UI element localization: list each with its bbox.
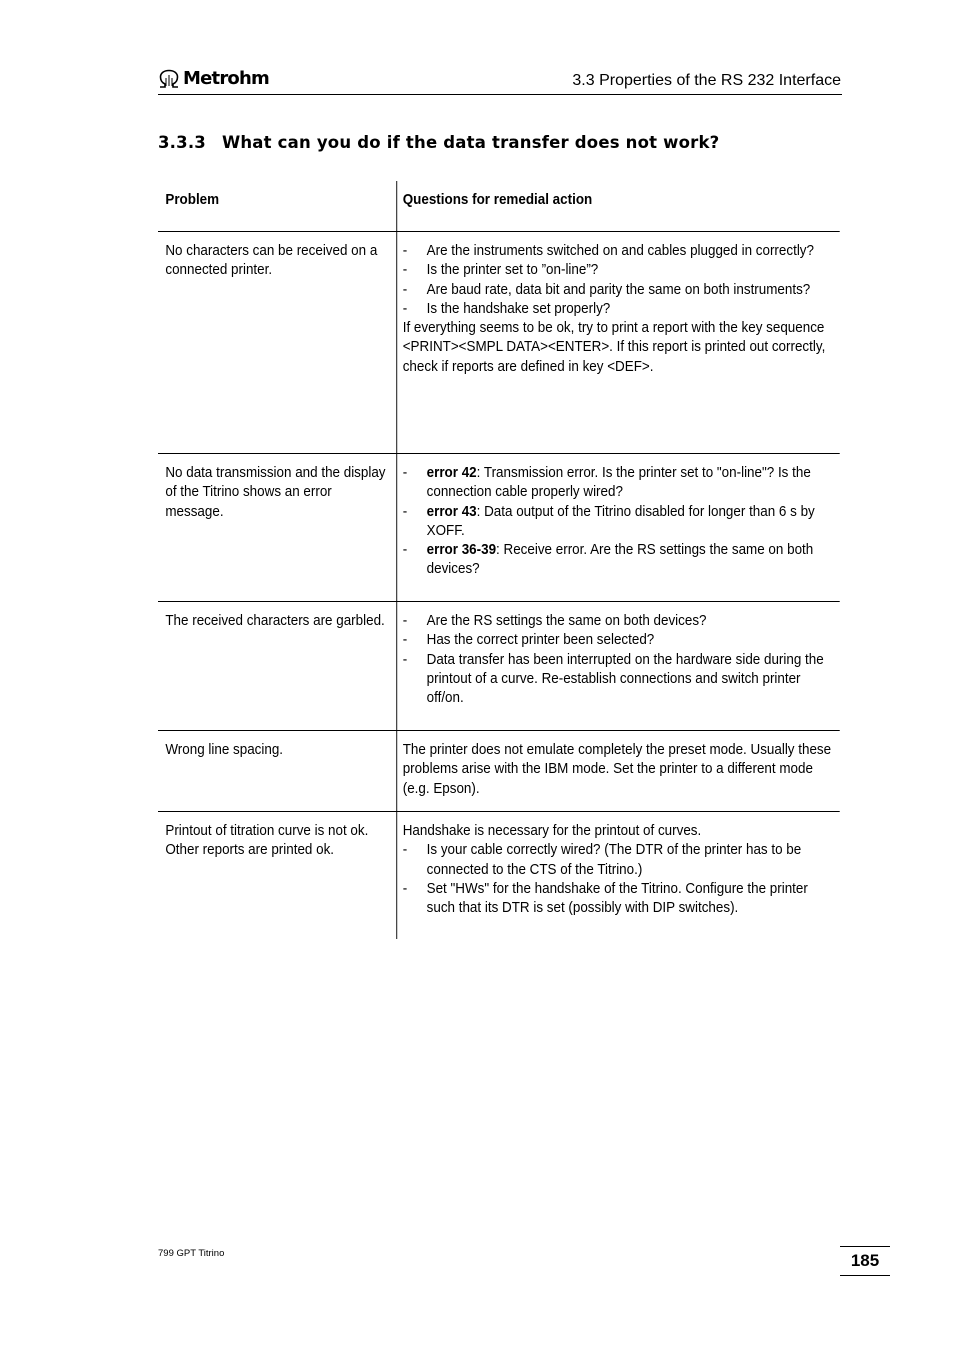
omega-icon	[158, 69, 180, 89]
remedy-note: If everything seems to be ok, try to print a report with the key sequence <PRINT><SMPL DATA><ENTER>. If this report is printed out correctly, check if reports are defined in key <DEF>.	[402, 320, 826, 375]
section-number: 3.3.3	[158, 133, 206, 152]
answer-cell	[396, 232, 839, 453]
list-item: - Are the RS settings the same on both devices?	[402, 613, 707, 629]
error-item: - error 43: Data output of the Titrino disabled for longer than 6 s by XOFF.	[402, 503, 815, 539]
footer-product: 799 GPT Titrino	[158, 1248, 225, 1259]
table-row	[158, 454, 840, 602]
problem-cell: No characters can be received on a connected printer.	[165, 243, 378, 279]
answer-cell	[396, 812, 839, 939]
table-row	[158, 731, 840, 812]
list-item: - Has the correct printer been selected?	[402, 632, 655, 649]
list-item: - Are the instruments switched on and cables plugged in correctly?	[402, 243, 814, 259]
problem-cell: Printout of titration curve is not ok. Other reports are printed ok.	[165, 823, 369, 859]
answer-cell: The printer does not emulate completely the preset mode. Usually these problems arise with the IBM mode. Set the printer to a different mode (e.g. Epson).	[396, 731, 839, 811]
section-title: What can you do if the data transfer does not work?	[221, 133, 720, 152]
table-row	[158, 232, 840, 454]
answer-cell	[396, 454, 839, 601]
table-header-row	[158, 181, 840, 232]
brand-logo	[158, 68, 269, 89]
list-item: - Are baud rate, data bit and parity the same on both instruments?	[402, 281, 811, 298]
error-code: error 43	[426, 503, 477, 520]
header-section-title: 3.3 Properties of the RS 232 Interface	[572, 72, 841, 89]
answer-cell	[396, 602, 839, 730]
problem-cell: The received characters are garbled.	[165, 613, 385, 629]
list-item: - Set "HWs" for the handshake of the Titrino. Configure the printer such that its DTR is set (possibly with DIP switches).	[402, 880, 808, 917]
table-row	[158, 812, 840, 939]
list-item: - Is the handshake set properly?	[402, 300, 611, 317]
column-header-questions: Questions for remedial action	[396, 181, 839, 231]
error-item: - error 42: Transmission error. Is the printer set to "on-line"? Is the connection cable properly wired?	[402, 465, 811, 501]
column-header-problem: Problem	[165, 192, 220, 208]
error-item: - error 36-39: Receive error. Are the RS settings the same on both devices?	[402, 542, 814, 578]
error-code: error 36-39	[426, 542, 497, 559]
list-item: - Data transfer has been interrupted on the hardware side during the printout of a curve. Re-establish connections and switch printer off/on.	[402, 651, 824, 707]
page-header	[158, 64, 842, 95]
table-row	[158, 602, 840, 731]
brand-name: Metrohm	[183, 68, 269, 89]
error-code: error 42	[426, 465, 477, 481]
list-item: - Is the printer set to ”on-line”?	[402, 262, 599, 279]
troubleshooting-table	[158, 181, 832, 939]
problem-cell: Wrong line spacing.	[165, 742, 284, 758]
list-item: - Is your cable correctly wired? (The DTR of the printer has to be connected to the CTS of the Titrino.)	[402, 842, 802, 878]
page-number: 185	[840, 1246, 890, 1276]
remedy-lead: Handshake is necessary for the printout of curves.	[402, 823, 702, 839]
problem-cell: No data transmission and the display of the Titrino shows an error message.	[165, 465, 386, 520]
section-heading	[158, 133, 719, 152]
